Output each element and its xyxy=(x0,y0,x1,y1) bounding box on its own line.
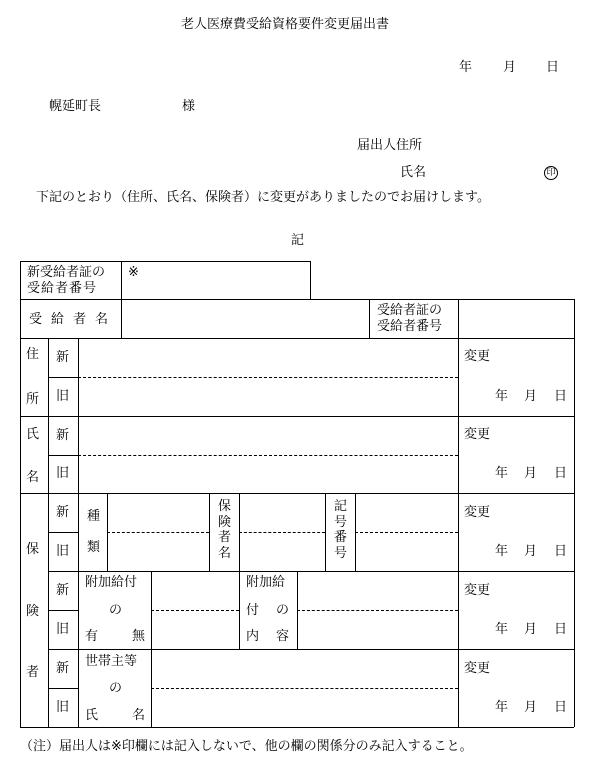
insurer-change-3: 変更 xyxy=(464,661,491,676)
householder-label-3b: 名 xyxy=(132,708,146,723)
insurer-change-2: 変更 xyxy=(464,583,491,598)
insurer-change-1-month: 月 xyxy=(524,544,538,559)
symbol-number-label-char: 号 xyxy=(334,545,348,561)
date-day: 日 xyxy=(546,60,560,75)
insurer-name-label-char: 者 xyxy=(218,530,232,546)
additional-benefit-label-3b: 無 xyxy=(132,629,146,644)
name-new: 新 xyxy=(56,428,70,443)
notifier-name-label: 氏名 xyxy=(400,165,427,180)
insurer-label-char: 者 xyxy=(26,665,40,680)
address-change-year: 年 xyxy=(495,389,509,404)
address-change-day: 日 xyxy=(554,389,568,404)
insurer-label-char: 険 xyxy=(26,603,40,619)
symbol-number-label-char: 記 xyxy=(334,499,348,514)
address-change: 変更 xyxy=(464,349,491,364)
intro-text: 下記のとおり（住所、氏名、保険者）に変更がありましたのでお届けします。 xyxy=(36,190,490,205)
additional-content-label-3a: 内 xyxy=(246,629,260,644)
insurer-old-1: 旧 xyxy=(56,544,70,559)
householder-label-2: の xyxy=(109,681,123,696)
addressee-honorific: 様 xyxy=(182,99,196,114)
addressee-name: 幌延町長 xyxy=(49,99,102,114)
name-label-char: 氏 xyxy=(26,427,40,442)
householder-label-3a: 氏 xyxy=(85,708,99,723)
insurer-label xyxy=(26,543,39,679)
insurer-change-1-day: 日 xyxy=(554,544,568,559)
insurer-change-3-year: 年 xyxy=(495,700,509,715)
new-cert-mark: ※ xyxy=(128,265,139,280)
insurer-old-2: 旧 xyxy=(56,622,70,637)
name-change-year: 年 xyxy=(495,466,509,481)
name-change-day: 日 xyxy=(554,466,568,481)
symbol-number-label xyxy=(334,500,347,560)
type-label-char: 種 xyxy=(87,509,101,524)
insurer-change-2-year: 年 xyxy=(495,622,509,637)
insurer-name-label-char: 保 xyxy=(218,499,232,514)
additional-content-label-3b: 容 xyxy=(276,629,290,644)
form-title: 老人医療費受給資格要件変更届出書 xyxy=(181,17,390,32)
symbol-number-label-char: 号 xyxy=(334,514,348,530)
date-year: 年 xyxy=(459,60,473,75)
footer-note: （注）届出人は※印欄には記入しないで、他の欄の関係分のみ記入すること。 xyxy=(20,739,473,754)
ki-heading: 記 xyxy=(291,233,305,248)
insurer-change-3-day: 日 xyxy=(554,700,568,715)
name-change-month: 月 xyxy=(524,466,538,481)
symbol-number-label-char: 番 xyxy=(334,530,348,546)
insurer-label-char: 保 xyxy=(26,542,40,557)
address-old: 旧 xyxy=(56,389,70,404)
insurer-name-label-char: 険 xyxy=(218,514,232,530)
recipient-name-label: 受給者名 xyxy=(29,312,118,327)
type-label-char: 類 xyxy=(87,540,101,555)
additional-benefit-label-2: の xyxy=(109,603,123,618)
address-change-month: 月 xyxy=(524,389,538,404)
insurer-change-3-month: 月 xyxy=(524,700,538,715)
additional-benefit-label-3a: 有 xyxy=(85,629,99,644)
insurer-name-label xyxy=(218,500,231,560)
name-label-char: 名 xyxy=(26,470,40,485)
name-label xyxy=(26,428,39,484)
name-change: 変更 xyxy=(464,427,491,442)
type-label xyxy=(87,510,100,554)
insurer-new-1: 新 xyxy=(56,505,70,520)
additional-content-label-2b: の xyxy=(276,603,290,618)
new-cert-label-2: 受給者番号 xyxy=(27,281,98,296)
new-cert-label-1: 新受給者証の xyxy=(27,265,106,280)
additional-content-label-1: 附加給 xyxy=(246,575,286,590)
address-label-char: 所 xyxy=(26,392,40,407)
insurer-name-label-char: 名 xyxy=(218,545,232,561)
insurer-new-2: 新 xyxy=(56,583,70,598)
seal-mark: 印 xyxy=(544,166,558,180)
insurer-change-2-day: 日 xyxy=(554,622,568,637)
insurer-old-3: 旧 xyxy=(56,700,70,715)
additional-benefit-label-1: 附加給付 xyxy=(85,575,138,590)
cert-number-label-1: 受給者証の xyxy=(377,303,443,318)
name-old: 旧 xyxy=(56,466,70,481)
insurer-new-3: 新 xyxy=(56,661,70,676)
insurer-change-1-year: 年 xyxy=(495,544,509,559)
address-label xyxy=(26,348,39,406)
insurer-change-1: 変更 xyxy=(464,505,491,520)
householder-label-1: 世帯主等 xyxy=(85,654,138,669)
address-new: 新 xyxy=(56,350,70,365)
date-month: 月 xyxy=(503,60,517,75)
additional-content-label-2a: 付 xyxy=(246,603,260,618)
cert-number-label-2: 受給者番号 xyxy=(377,319,443,334)
notifier-address-label: 届出人住所 xyxy=(357,138,423,153)
address-label-char: 住 xyxy=(26,347,40,362)
insurer-change-2-month: 月 xyxy=(524,622,538,637)
